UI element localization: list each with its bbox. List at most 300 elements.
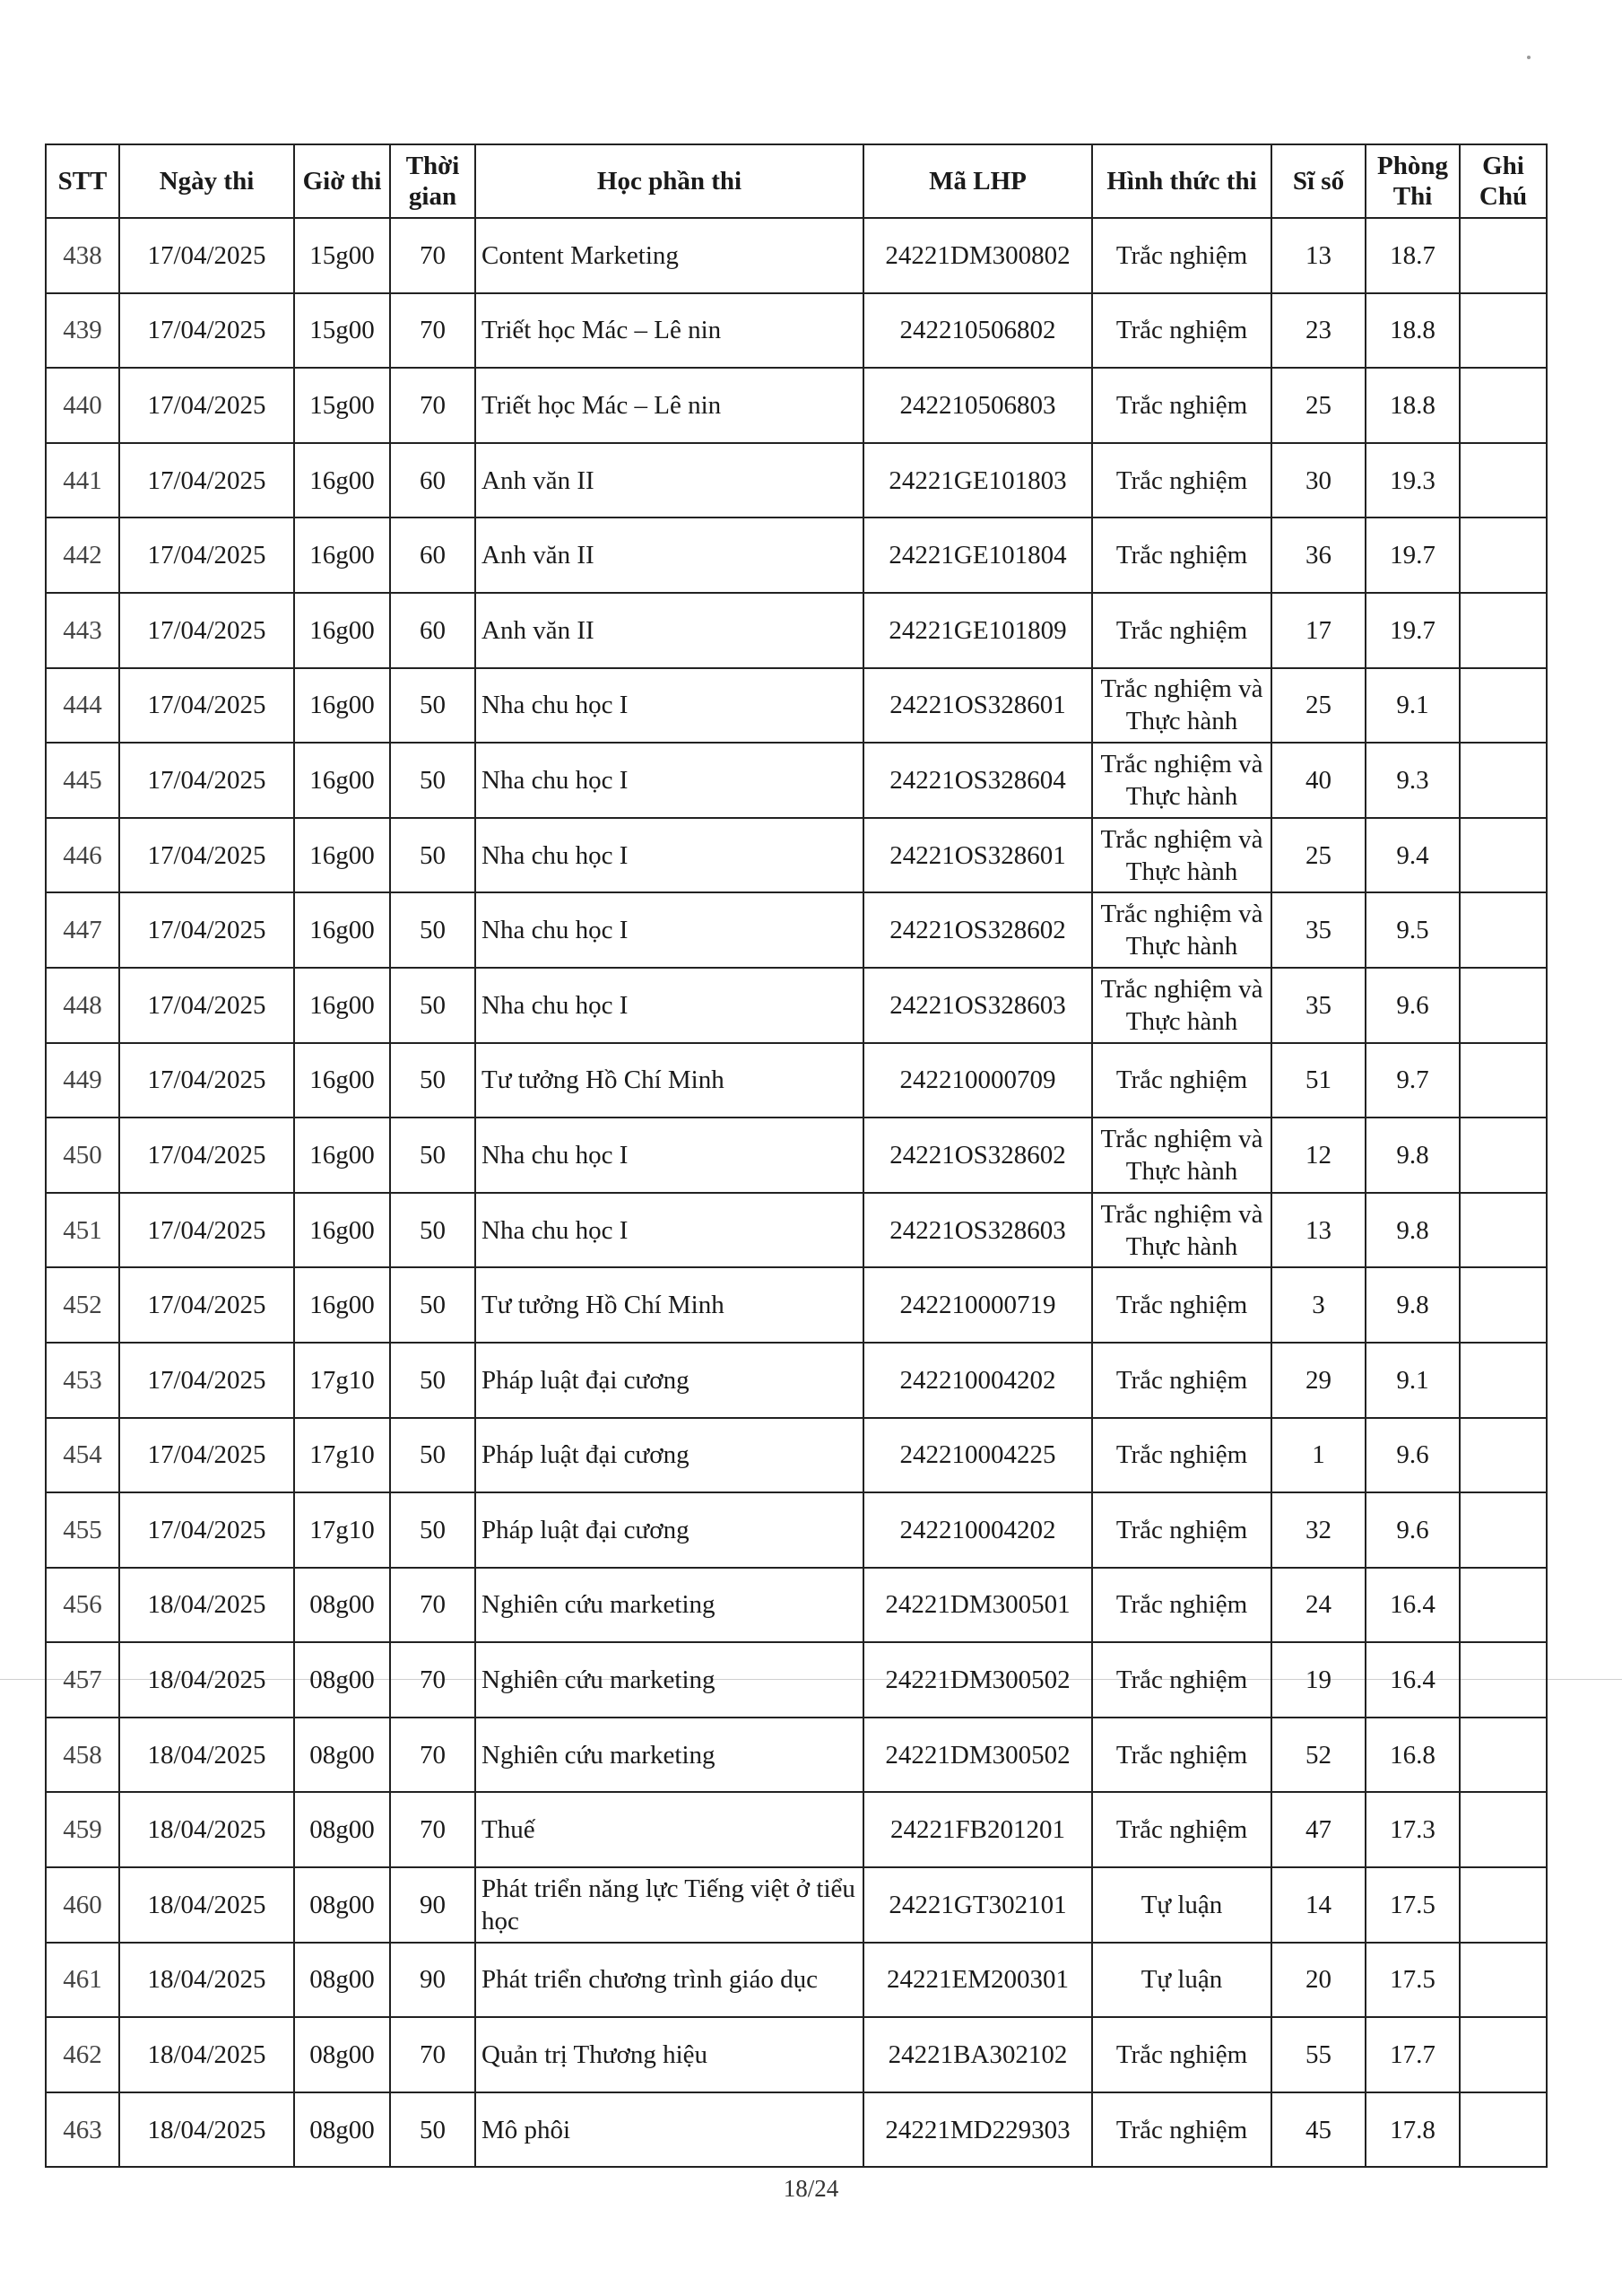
col-class-size-cell: 19: [1271, 1642, 1366, 1718]
col-exam-format-cell: Trắc nghiệm và Thực hành: [1092, 1118, 1271, 1193]
col-exam-time-cell: 16g00: [294, 593, 390, 668]
col-exam-format-cell: Trắc nghiệm: [1092, 218, 1271, 293]
col-course-cell: Content Marketing: [475, 218, 863, 293]
col-stt-cell: 453: [46, 1343, 119, 1418]
col-exam-date-cell: 17/04/2025: [119, 293, 294, 369]
table-row: [46, 892, 1547, 968]
table-row: [46, 968, 1547, 1043]
col-course-cell: Triết học Mác – Lê nin: [475, 293, 863, 369]
col-course-cell: Nha chu học I: [475, 818, 863, 893]
col-stt-cell: 457: [46, 1642, 119, 1718]
col-duration-cell: 70: [390, 1792, 475, 1867]
col-exam-time-cell: 17g10: [294, 1343, 390, 1418]
col-stt-cell: 442: [46, 517, 119, 593]
table-row: [46, 1792, 1547, 1867]
col-stt-cell: 443: [46, 593, 119, 668]
col-exam-time-cell: 16g00: [294, 892, 390, 968]
col-class-size-cell: 35: [1271, 892, 1366, 968]
col-duration-cell: 70: [390, 293, 475, 369]
col-exam-time-cell: 15g00: [294, 368, 390, 443]
col-exam-date-cell: 17/04/2025: [119, 668, 294, 744]
col-room-cell: 9.8: [1366, 1193, 1460, 1268]
col-class-code-cell: 242210000719: [863, 1267, 1092, 1343]
col-exam-date-cell: 18/04/2025: [119, 1568, 294, 1643]
col-course-cell: Pháp luật đại cương: [475, 1343, 863, 1418]
col-exam-time-cell: 16g00: [294, 1193, 390, 1268]
col-exam-time-cell: 17g10: [294, 1492, 390, 1568]
col-exam-format-cell: Trắc nghiệm: [1092, 1718, 1271, 1793]
col-stt-cell: 463: [46, 2092, 119, 2168]
col-exam-time-cell: 16g00: [294, 443, 390, 518]
col-exam-time-cell: 08g00: [294, 2092, 390, 2168]
table-row: [46, 517, 1547, 593]
col-class-size-cell: 24: [1271, 1568, 1366, 1643]
col-stt-cell: 454: [46, 1418, 119, 1493]
table-row: [46, 1492, 1547, 1568]
table-row: [46, 1343, 1547, 1418]
col-course-cell: Nghiên cứu marketing: [475, 1642, 863, 1718]
col-exam-date-cell: 17/04/2025: [119, 1267, 294, 1343]
col-course-cell: Nha chu học I: [475, 743, 863, 818]
col-stt-cell: 445: [46, 743, 119, 818]
col-class-size-cell: 35: [1271, 968, 1366, 1043]
col-course-cell: Nha chu học I: [475, 668, 863, 744]
col-course-cell: Nha chu học I: [475, 1193, 863, 1268]
col-exam-time-cell: 16g00: [294, 968, 390, 1043]
col-duration-cell: 70: [390, 218, 475, 293]
col-exam-date-cell: 17/04/2025: [119, 593, 294, 668]
col-exam-date-cell: 18/04/2025: [119, 1792, 294, 1867]
col-exam-time-cell: 16g00: [294, 1043, 390, 1118]
col-stt-cell: 440: [46, 368, 119, 443]
col-room-cell: 9.6: [1366, 1418, 1460, 1493]
col-exam-time-cell: 08g00: [294, 1792, 390, 1867]
col-duration-cell: 60: [390, 443, 475, 518]
col-course-cell: Nha chu học I: [475, 968, 863, 1043]
col-note-cell: [1460, 1492, 1547, 1568]
col-course-cell: Tư tưởng Hồ Chí Minh: [475, 1267, 863, 1343]
table-body: [46, 218, 1547, 2167]
col-class-size-cell: 36: [1271, 517, 1366, 593]
col-duration-cell: 50: [390, 1267, 475, 1343]
table-row: [46, 1718, 1547, 1793]
col-course-cell: Anh văn II: [475, 593, 863, 668]
col-duration-cell: 60: [390, 593, 475, 668]
col-room-cell: 9.1: [1366, 1343, 1460, 1418]
col-exam-date-cell: 18/04/2025: [119, 1642, 294, 1718]
table-row: [46, 2092, 1547, 2168]
col-note-cell: [1460, 1568, 1547, 1643]
col-stt-cell: 444: [46, 668, 119, 744]
col-room-cell: 9.6: [1366, 968, 1460, 1043]
table-row: [46, 668, 1547, 744]
col-exam-date-cell: 17/04/2025: [119, 443, 294, 518]
col-exam-date-cell: 18/04/2025: [119, 2017, 294, 2092]
header-col-course: Học phần thi: [475, 144, 863, 218]
header-col-exam-format: Hình thức thi: [1092, 144, 1271, 218]
col-exam-time-cell: 16g00: [294, 743, 390, 818]
col-class-size-cell: 55: [1271, 2017, 1366, 2092]
col-stt-cell: 452: [46, 1267, 119, 1343]
page-number: 18/24: [783, 2175, 839, 2202]
col-note-cell: [1460, 2017, 1547, 2092]
col-exam-format-cell: Trắc nghiệm: [1092, 368, 1271, 443]
col-duration-cell: 70: [390, 368, 475, 443]
col-exam-date-cell: 17/04/2025: [119, 1343, 294, 1418]
col-class-size-cell: 14: [1271, 1867, 1366, 1943]
col-room-cell: 19.7: [1366, 517, 1460, 593]
col-exam-date-cell: 17/04/2025: [119, 968, 294, 1043]
col-class-size-cell: 3: [1271, 1267, 1366, 1343]
col-course-cell: Mô phôi: [475, 2092, 863, 2168]
col-note-cell: [1460, 968, 1547, 1043]
col-note-cell: [1460, 2092, 1547, 2168]
col-note-cell: [1460, 743, 1547, 818]
col-class-code-cell: 242210004202: [863, 1492, 1092, 1568]
col-duration-cell: 70: [390, 1718, 475, 1793]
col-stt-cell: 448: [46, 968, 119, 1043]
col-exam-format-cell: Tự luận: [1092, 1867, 1271, 1943]
table-row: [46, 1193, 1547, 1268]
col-exam-date-cell: 17/04/2025: [119, 1118, 294, 1193]
col-class-size-cell: 29: [1271, 1343, 1366, 1418]
col-duration-cell: 50: [390, 668, 475, 744]
col-room-cell: 18.8: [1366, 368, 1460, 443]
col-exam-format-cell: Trắc nghiệm: [1092, 443, 1271, 518]
col-class-size-cell: 13: [1271, 218, 1366, 293]
col-exam-date-cell: 17/04/2025: [119, 1418, 294, 1493]
col-class-code-cell: 24221DM300501: [863, 1568, 1092, 1643]
table-row: [46, 2017, 1547, 2092]
col-exam-time-cell: 08g00: [294, 1867, 390, 1943]
col-class-code-cell: 24221BA302102: [863, 2017, 1092, 2092]
col-exam-format-cell: Trắc nghiệm: [1092, 1267, 1271, 1343]
col-exam-date-cell: 18/04/2025: [119, 1943, 294, 2018]
col-note-cell: [1460, 218, 1547, 293]
col-exam-time-cell: 08g00: [294, 1642, 390, 1718]
col-class-code-cell: 24221GE101804: [863, 517, 1092, 593]
col-exam-time-cell: 16g00: [294, 1267, 390, 1343]
col-exam-time-cell: 16g00: [294, 517, 390, 593]
col-class-code-cell: 242210506802: [863, 293, 1092, 369]
col-stt-cell: 458: [46, 1718, 119, 1793]
col-course-cell: Anh văn II: [475, 517, 863, 593]
col-note-cell: [1460, 443, 1547, 518]
col-class-code-cell: 24221GE101803: [863, 443, 1092, 518]
col-class-size-cell: 17: [1271, 593, 1366, 668]
col-room-cell: 17.7: [1366, 2017, 1460, 2092]
col-room-cell: 9.3: [1366, 743, 1460, 818]
col-exam-format-cell: Trắc nghiệm và Thực hành: [1092, 668, 1271, 744]
col-class-size-cell: 40: [1271, 743, 1366, 818]
table-row: [46, 293, 1547, 369]
col-class-code-cell: 24221OS328602: [863, 1118, 1092, 1193]
col-room-cell: 9.8: [1366, 1118, 1460, 1193]
col-course-cell: Nghiên cứu marketing: [475, 1718, 863, 1793]
header-col-exam-date: Ngày thi: [119, 144, 294, 218]
col-exam-format-cell: Trắc nghiệm: [1092, 1642, 1271, 1718]
col-duration-cell: 50: [390, 818, 475, 893]
col-class-size-cell: 47: [1271, 1792, 1366, 1867]
header-col-duration: Thời gian: [390, 144, 475, 218]
table-row: [46, 743, 1547, 818]
col-class-code-cell: 24221EM200301: [863, 1943, 1092, 2018]
col-stt-cell: 450: [46, 1118, 119, 1193]
table-row: [46, 368, 1547, 443]
col-stt-cell: 459: [46, 1792, 119, 1867]
col-class-size-cell: 25: [1271, 818, 1366, 893]
col-duration-cell: 50: [390, 1118, 475, 1193]
table-row: [46, 1418, 1547, 1493]
col-room-cell: 16.4: [1366, 1568, 1460, 1643]
col-class-size-cell: 12: [1271, 1118, 1366, 1193]
col-exam-format-cell: Trắc nghiệm: [1092, 1043, 1271, 1118]
col-room-cell: 9.1: [1366, 668, 1460, 744]
col-course-cell: Triết học Mác – Lê nin: [475, 368, 863, 443]
col-class-size-cell: 25: [1271, 368, 1366, 443]
col-room-cell: 17.8: [1366, 2092, 1460, 2168]
col-note-cell: [1460, 1642, 1547, 1718]
table-row: [46, 1043, 1547, 1118]
header-col-class-size: Sĩ số: [1271, 144, 1366, 218]
col-course-cell: Thuế: [475, 1792, 863, 1867]
col-duration-cell: 60: [390, 517, 475, 593]
header-col-stt: STT: [46, 144, 119, 218]
col-note-cell: [1460, 1943, 1547, 2018]
col-duration-cell: 70: [390, 1568, 475, 1643]
col-class-size-cell: 25: [1271, 668, 1366, 744]
col-exam-format-cell: Trắc nghiệm: [1092, 1418, 1271, 1493]
col-exam-format-cell: Trắc nghiệm: [1092, 1792, 1271, 1867]
col-course-cell: Phát triển chương trình giáo dục: [475, 1943, 863, 2018]
col-stt-cell: 441: [46, 443, 119, 518]
col-class-size-cell: 13: [1271, 1193, 1366, 1268]
table-row: [46, 593, 1547, 668]
col-duration-cell: 90: [390, 1943, 475, 2018]
col-room-cell: 18.7: [1366, 218, 1460, 293]
col-class-code-cell: 242210004225: [863, 1418, 1092, 1493]
col-duration-cell: 50: [390, 1193, 475, 1268]
col-note-cell: [1460, 293, 1547, 369]
col-exam-format-cell: Trắc nghiệm: [1092, 2092, 1271, 2168]
col-class-code-cell: 242210000709: [863, 1043, 1092, 1118]
col-note-cell: [1460, 1193, 1547, 1268]
col-course-cell: Anh văn II: [475, 443, 863, 518]
col-exam-date-cell: 17/04/2025: [119, 368, 294, 443]
table-row: [46, 1568, 1547, 1643]
col-duration-cell: 50: [390, 892, 475, 968]
col-room-cell: 9.8: [1366, 1267, 1460, 1343]
col-room-cell: 17.3: [1366, 1792, 1460, 1867]
col-exam-format-cell: Trắc nghiệm: [1092, 593, 1271, 668]
table-row: [46, 218, 1547, 293]
col-exam-date-cell: 17/04/2025: [119, 1193, 294, 1268]
col-stt-cell: 456: [46, 1568, 119, 1643]
col-note-cell: [1460, 1418, 1547, 1493]
col-duration-cell: 50: [390, 1043, 475, 1118]
col-exam-time-cell: 08g00: [294, 1943, 390, 2018]
col-exam-date-cell: 18/04/2025: [119, 1718, 294, 1793]
col-class-code-cell: 24221OS328602: [863, 892, 1092, 968]
col-exam-format-cell: Trắc nghiệm: [1092, 1343, 1271, 1418]
col-stt-cell: 462: [46, 2017, 119, 2092]
col-course-cell: Pháp luật đại cương: [475, 1418, 863, 1493]
col-class-code-cell: 24221MD229303: [863, 2092, 1092, 2168]
col-room-cell: 16.4: [1366, 1642, 1460, 1718]
col-duration-cell: 50: [390, 1492, 475, 1568]
col-stt-cell: 449: [46, 1043, 119, 1118]
col-note-cell: [1460, 368, 1547, 443]
col-exam-date-cell: 17/04/2025: [119, 218, 294, 293]
col-class-code-cell: 242210506803: [863, 368, 1092, 443]
col-note-cell: [1460, 1718, 1547, 1793]
col-class-size-cell: 32: [1271, 1492, 1366, 1568]
col-course-cell: Pháp luật đại cương: [475, 1492, 863, 1568]
col-exam-format-cell: Trắc nghiệm và Thực hành: [1092, 1193, 1271, 1268]
col-exam-date-cell: 17/04/2025: [119, 517, 294, 593]
col-stt-cell: 451: [46, 1193, 119, 1268]
col-exam-format-cell: Trắc nghiệm và Thực hành: [1092, 743, 1271, 818]
col-exam-date-cell: 17/04/2025: [119, 818, 294, 893]
header-col-note: Ghi Chú: [1460, 144, 1547, 218]
col-note-cell: [1460, 1343, 1547, 1418]
col-class-code-cell: 24221DM300802: [863, 218, 1092, 293]
col-exam-time-cell: 15g00: [294, 218, 390, 293]
col-room-cell: 19.3: [1366, 443, 1460, 518]
table-row: [46, 1118, 1547, 1193]
col-stt-cell: 447: [46, 892, 119, 968]
col-course-cell: Nha chu học I: [475, 892, 863, 968]
col-room-cell: 9.6: [1366, 1492, 1460, 1568]
table-row: [46, 1867, 1547, 1943]
col-exam-format-cell: Trắc nghiệm và Thực hành: [1092, 818, 1271, 893]
col-note-cell: [1460, 1867, 1547, 1943]
col-class-code-cell: 24221DM300502: [863, 1718, 1092, 1793]
col-class-code-cell: 24221OS328601: [863, 668, 1092, 744]
col-exam-date-cell: 17/04/2025: [119, 1043, 294, 1118]
col-exam-time-cell: 16g00: [294, 1118, 390, 1193]
col-note-cell: [1460, 892, 1547, 968]
col-stt-cell: 455: [46, 1492, 119, 1568]
col-duration-cell: 90: [390, 1867, 475, 1943]
table-row: [46, 443, 1547, 518]
col-class-code-cell: 24221OS328604: [863, 743, 1092, 818]
col-class-code-cell: 24221OS328603: [863, 1193, 1092, 1268]
header-col-exam-time: Giờ thi: [294, 144, 390, 218]
col-room-cell: 9.7: [1366, 1043, 1460, 1118]
col-course-cell: Phát triển năng lực Tiếng việt ở tiểu học: [475, 1867, 863, 1943]
col-duration-cell: 70: [390, 2017, 475, 2092]
col-class-code-cell: 242210004202: [863, 1343, 1092, 1418]
header-col-room: Phòng Thi: [1366, 144, 1460, 218]
col-exam-format-cell: Trắc nghiệm: [1092, 517, 1271, 593]
col-duration-cell: 70: [390, 1642, 475, 1718]
col-exam-format-cell: Trắc nghiệm: [1092, 1492, 1271, 1568]
col-class-size-cell: 30: [1271, 443, 1366, 518]
col-exam-format-cell: Trắc nghiệm và Thực hành: [1092, 968, 1271, 1043]
col-exam-date-cell: 17/04/2025: [119, 743, 294, 818]
col-stt-cell: 438: [46, 218, 119, 293]
col-note-cell: [1460, 1792, 1547, 1867]
col-exam-time-cell: 08g00: [294, 1568, 390, 1643]
col-exam-format-cell: Trắc nghiệm: [1092, 1568, 1271, 1643]
col-room-cell: 17.5: [1366, 1867, 1460, 1943]
col-note-cell: [1460, 593, 1547, 668]
table-row: [46, 818, 1547, 893]
exam-schedule-table: [45, 144, 1548, 2168]
col-class-size-cell: 1: [1271, 1418, 1366, 1493]
col-class-code-cell: 24221FB201201: [863, 1792, 1092, 1867]
col-exam-format-cell: Trắc nghiệm: [1092, 2017, 1271, 2092]
table-row: [46, 1642, 1547, 1718]
col-exam-date-cell: 18/04/2025: [119, 1867, 294, 1943]
col-exam-time-cell: 17g10: [294, 1418, 390, 1493]
col-room-cell: 9.4: [1366, 818, 1460, 893]
col-duration-cell: 50: [390, 743, 475, 818]
col-exam-time-cell: 15g00: [294, 293, 390, 369]
header-col-class-code: Mã LHP: [863, 144, 1092, 218]
col-exam-date-cell: 17/04/2025: [119, 1492, 294, 1568]
table-row: [46, 1943, 1547, 2018]
header-row: [46, 144, 1547, 218]
col-duration-cell: 50: [390, 1343, 475, 1418]
col-room-cell: 19.7: [1366, 593, 1460, 668]
col-room-cell: 17.5: [1366, 1943, 1460, 2018]
col-class-code-cell: 24221OS328603: [863, 968, 1092, 1043]
col-course-cell: Quản trị Thương hiệu: [475, 2017, 863, 2092]
col-class-size-cell: 45: [1271, 2092, 1366, 2168]
col-class-code-cell: 24221GE101809: [863, 593, 1092, 668]
col-exam-format-cell: Tự luận: [1092, 1943, 1271, 2018]
col-note-cell: [1460, 668, 1547, 744]
col-class-size-cell: 23: [1271, 293, 1366, 369]
col-course-cell: Tư tưởng Hồ Chí Minh: [475, 1043, 863, 1118]
col-stt-cell: 460: [46, 1867, 119, 1943]
col-class-code-cell: 24221GT302101: [863, 1867, 1092, 1943]
col-course-cell: Nha chu học I: [475, 1118, 863, 1193]
col-note-cell: [1460, 1267, 1547, 1343]
col-exam-date-cell: 17/04/2025: [119, 892, 294, 968]
col-class-size-cell: 20: [1271, 1943, 1366, 2018]
col-room-cell: 9.5: [1366, 892, 1460, 968]
col-room-cell: 18.8: [1366, 293, 1460, 369]
col-class-code-cell: 24221OS328601: [863, 818, 1092, 893]
col-class-size-cell: 52: [1271, 1718, 1366, 1793]
col-exam-time-cell: 08g00: [294, 1718, 390, 1793]
col-note-cell: [1460, 1043, 1547, 1118]
col-exam-format-cell: Trắc nghiệm: [1092, 293, 1271, 369]
col-duration-cell: 50: [390, 968, 475, 1043]
col-class-code-cell: 24221DM300502: [863, 1642, 1092, 1718]
col-room-cell: 16.8: [1366, 1718, 1460, 1793]
table-row: [46, 1267, 1547, 1343]
scan-speck: [1527, 56, 1531, 59]
col-stt-cell: 439: [46, 293, 119, 369]
table-header: [46, 144, 1547, 218]
col-stt-cell: 446: [46, 818, 119, 893]
col-duration-cell: 50: [390, 1418, 475, 1493]
col-note-cell: [1460, 818, 1547, 893]
col-note-cell: [1460, 517, 1547, 593]
col-exam-time-cell: 16g00: [294, 668, 390, 744]
col-exam-time-cell: 08g00: [294, 2017, 390, 2092]
col-course-cell: Nghiên cứu marketing: [475, 1568, 863, 1643]
col-exam-time-cell: 16g00: [294, 818, 390, 893]
col-stt-cell: 461: [46, 1943, 119, 2018]
col-note-cell: [1460, 1118, 1547, 1193]
col-duration-cell: 50: [390, 2092, 475, 2168]
col-class-size-cell: 51: [1271, 1043, 1366, 1118]
